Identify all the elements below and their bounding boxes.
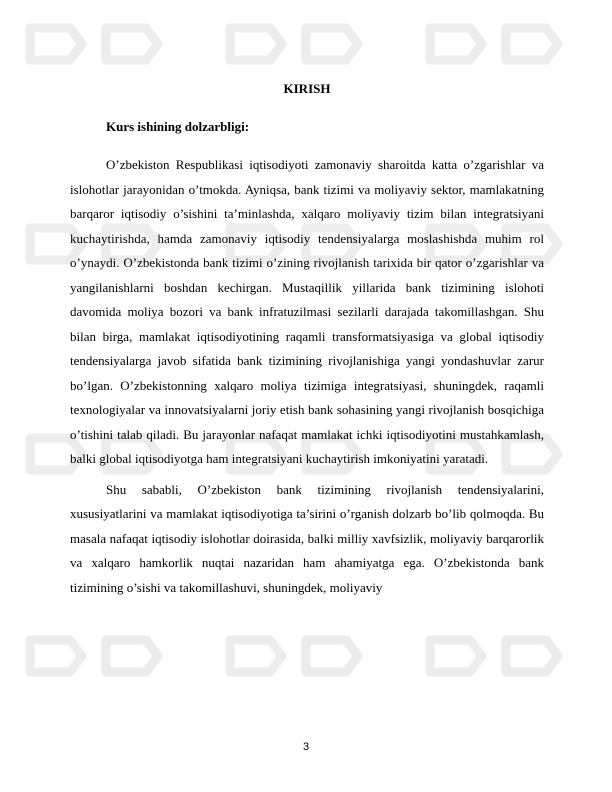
- watermark-tile-icon: [430, 640, 558, 672]
- paragraph: Shu sababli, O’zbekiston bank tizimining rivojlanish tendensiyalarini, xususiyatlarini va mamlakat iqtisodiyotiga ta’sirini o’rganish dolzarb bo’lib qolmoqda. Bu masala nafaqat iqtisodiy islohotlar doirasida, balki milliy xavfsizlik, moliyaviy barqarorlik va xalqaro hamkorlik nuqtai nazaridan ham ahamiyatga ega. O’zbekistonda bank tizimining o’sishi va takomillashuvi, shuningdek, moliyaviy: [70, 481, 544, 595]
- watermark-tile-icon: [230, 28, 358, 60]
- page-number: 3: [302, 741, 310, 753]
- document-page: [70, 81, 544, 606]
- section-subtitle: Kurs ishining dolzarbligi:: [106, 119, 250, 134]
- paragraph: O’zbekiston Respublikasi iqtisodiyoti zamonaviy sharoitda katta o’zgarishlar va islohotlar jarayonidan o’tmokda. Ayniqsa, bank tizimi va moliyaviy sektor, mamlakatning barqaror iqtisodiy o’sishini ta’minlashda, xalqaro moliyaviy tizim bilan integratsiyani kuchaytirishda, hamda zamonaviy iqtisodiy tendensiyalarga moslashishda muhim rol o’ynaydi. O’zbekistonda bank tizimi o’zining rivojlanish tarixida bir qator o’zgarishlar va yangilanishlarni boshdan kechirgan. Mustaqillik yillarida bank tizimining islohoti davomida moliya bozori va bank infratuzilmasi sezilarli darajada takomillashgan. Shu bilan birga, mamlakat iqtisodiyotining raqamli transformatsiyasiga va global iqtisodiy tendensiyalarga javob sifatida bank tizimining rivojlanishiga yangi yondashuvlar zarur bo’lgan. O’zbekistonning xalqaro moliya tizimiga integratsiyasi, shuningdek, raqamli texnologiyalar va innovatsiyalarni joriy etish bank sohasining yangi rivojlanish bosqichiga o’tishini talab qiladi. Bu jarayonlar nafaqat mamlakat ichki iqtisodiyotini mustahkamlash, balki global iqtisodiyotga ham integratsiyani kuchaytirish imkoniyatini yaratadi.: [70, 157, 544, 466]
- document-title: KIRISH: [283, 81, 331, 96]
- watermark-tile-icon: [230, 640, 358, 672]
- watermark-tile-icon: [30, 640, 158, 672]
- watermark-tile-icon: [30, 28, 158, 60]
- watermark-tile-icon: [430, 28, 558, 60]
